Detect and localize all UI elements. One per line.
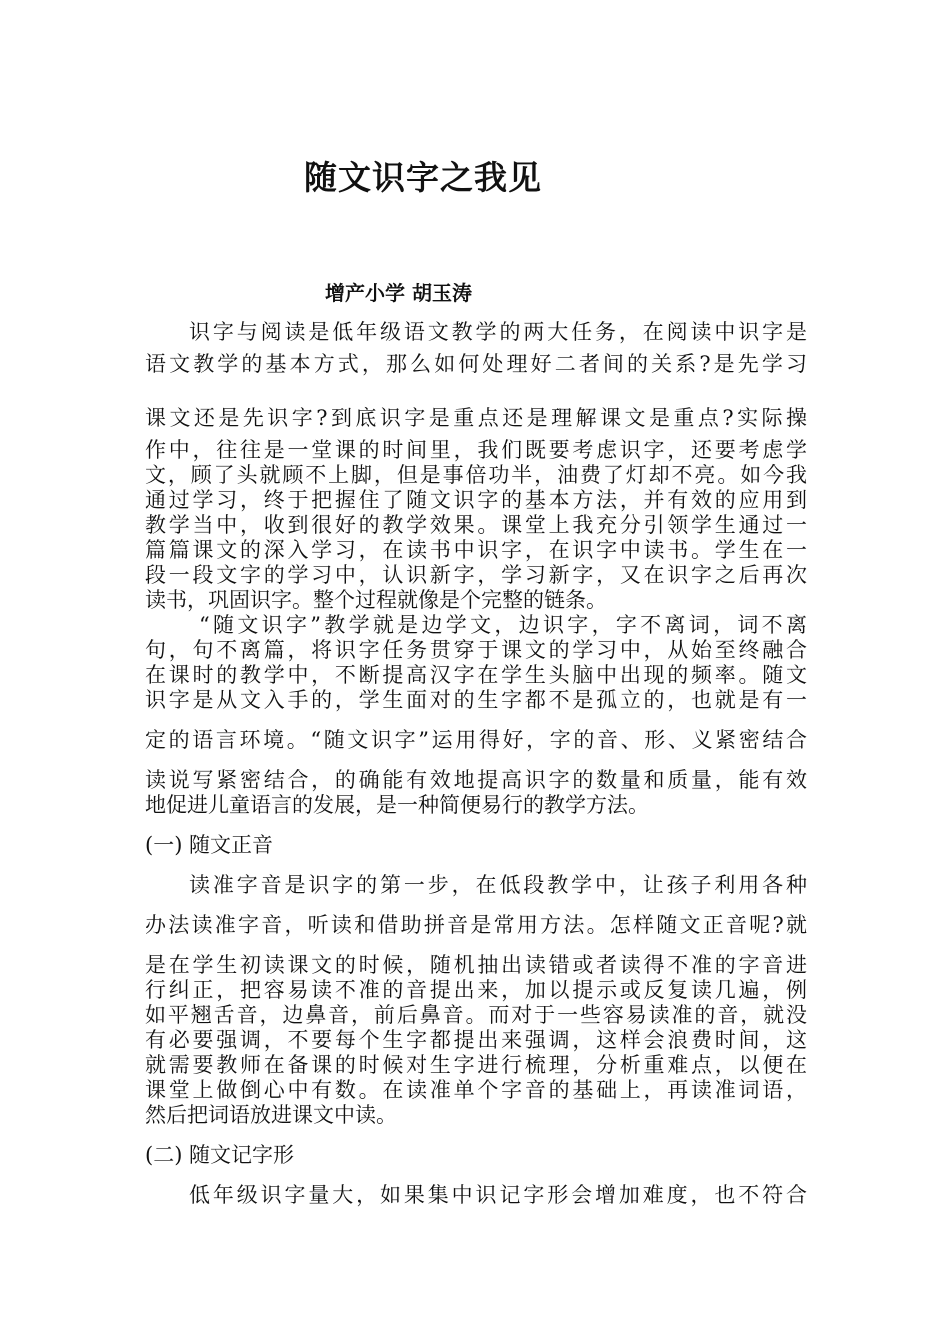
text-line: 在课时的教学中，不断提高汉字在学生头脑中出现的频率。随文	[145, 663, 807, 687]
text-line: 识字是从文入手的，学生面对的生字都不是孤立的，也就是有一	[145, 688, 807, 712]
text-line: 读书，巩固识字。整个过程就像是个完整的链条。	[145, 588, 607, 612]
author-line: 增产小学 胡玉涛	[325, 281, 472, 305]
section-heading: (一) 随文正音	[145, 833, 274, 857]
text-line: 低年级识字量大，如果集中识记字形会增加难度，也不符合	[189, 1183, 807, 1207]
text-line: 段一段文字的学习中，认识新字，学习新字，又在识字之后再次	[145, 563, 807, 587]
text-line: 如平翘舌音，边鼻音，前后鼻音。而对于一些容易读准的音，就没	[145, 1003, 807, 1027]
text-line: 有必要强调，不要每个生字都提出来强调，这样会浪费时间，这	[145, 1028, 807, 1052]
text-line: 语文教学的基本方式，那么如何处理好二者间的关系?是先学习	[145, 352, 807, 376]
text-line: 读说写紧密结合，的确能有效地提高识字的数量和质量，能有效	[145, 768, 807, 792]
text-line: 是在学生初读课文的时候，随机抽出读错或者读得不准的字音进	[145, 953, 807, 977]
text-line: 识字与阅读是低年级语文教学的两大任务，在阅读中识字是	[189, 320, 807, 344]
text-line: 定的语言环境。“随文识字”运用得好，字的音、形、义紧密结合	[145, 728, 807, 752]
text-line: 课堂上做倒心中有数。在读准单个字音的基础上，再读准词语，	[145, 1078, 807, 1102]
section-heading: (二) 随文记字形	[145, 1143, 295, 1167]
text-line: 课文还是先识字?到底识字是重点还是理解课文是重点?实际操	[145, 406, 807, 430]
text-line: 作中，往往是一堂课的时间里，我们既要考虑识字，还要考虑学	[145, 438, 807, 462]
text-line: “随文识字”教学就是边学文，边识字，字不离词，词不离	[199, 613, 807, 637]
body-text	[145, 320, 807, 1208]
text-line: 然后把词语放进课文中读。	[145, 1103, 397, 1127]
text-line: 地促进儿童语言的发展，是一种简便易行的教学方法。	[145, 793, 649, 817]
text-line: 就需要教师在备课的时候对生字进行梳理，分析重难点，以便在	[145, 1053, 807, 1077]
text-line: 篇篇课文的深入学习，在读书中识字，在识字中读书。学生在一	[145, 538, 807, 562]
text-line: 文，顾了头就顾不上脚，但是事倍功半，油费了灯却不亮。如今我	[145, 463, 807, 487]
text-line: 办法读准字音，听读和借助拼音是常用方法。怎样随文正音呢?就	[145, 913, 807, 937]
text-line: 教学当中，收到很好的教学效果。课堂上我充分引领学生通过一	[145, 513, 807, 537]
page-title: 随文识字之我见	[304, 158, 542, 197]
text-line: 句，句不离篇，将识字任务贯穿于课文的学习中，从始至终融合	[145, 638, 807, 662]
text-line: 行纠正，把容易读不准的音提出来，加以提示或反复读几遍，例	[145, 978, 807, 1002]
text-line: 读准字音是识字的第一步，在低段教学中，让孩子利用各种	[189, 873, 807, 897]
text-line: 通过学习，终于把握住了随文识字的基本方法，并有效的应用到	[145, 488, 807, 512]
